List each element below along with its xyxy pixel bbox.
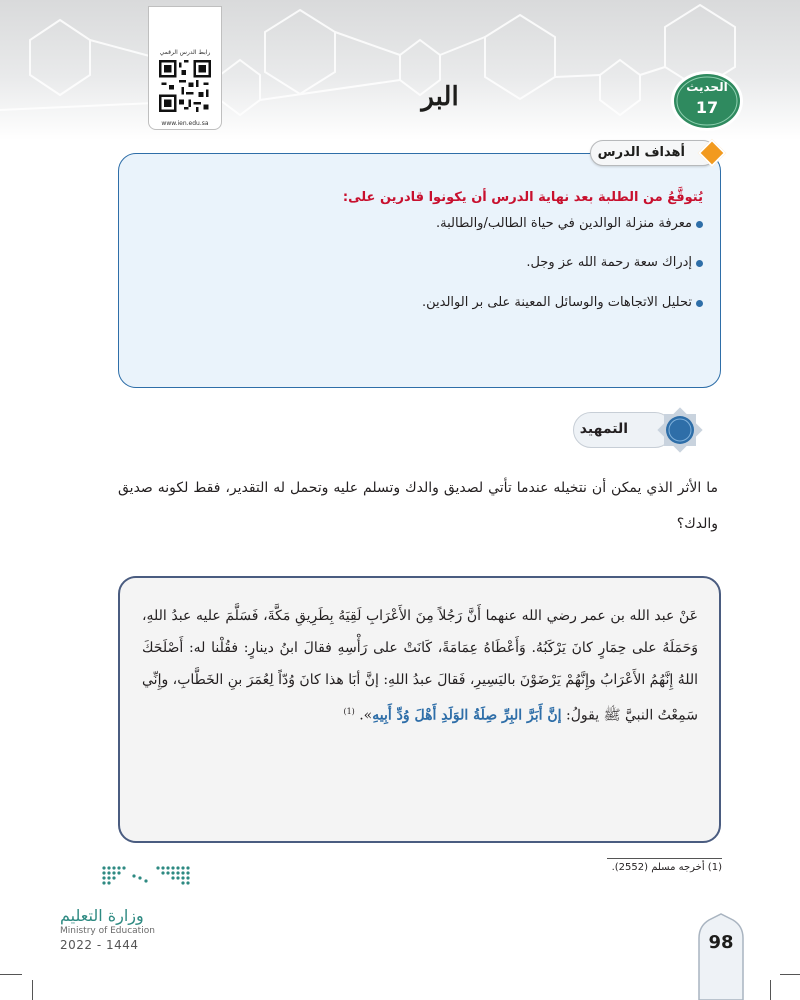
intro-heading: التمهيد [579, 421, 628, 437]
objective-item: تحليل الاتجاهات والوسائل المعينة على بر الوالدين. [422, 295, 703, 310]
objective-item: معرفة منزلة الوالدين في حياة الطالب/والطالبة. [422, 216, 703, 231]
crop-mark [0, 974, 22, 975]
ministry-logo-icon [100, 862, 192, 890]
hadith-number-badge [670, 70, 744, 132]
crop-mark [780, 974, 800, 975]
hadith-quote-close: ». [359, 707, 373, 724]
hadith-label: الحديث [686, 80, 728, 94]
intro-question: ما الأثر الذي يمكن أن نتخيله عندما تأتي لصديق والدك وتسلم عليه وتحمل له التقدير، فقط لكونه صديق والدك؟ [118, 480, 718, 532]
hadith-quote: إنَّ أَبَرَّ البِرِّ صِلَةُ الوَلَدِ أَهْلَ وُدِّ أَبِيهِ [372, 707, 562, 724]
qr-code-icon[interactable] [159, 60, 211, 112]
qr-code-panel[interactable] [148, 6, 222, 130]
page-number: 98 [708, 932, 734, 953]
lesson-title: البر [421, 82, 459, 112]
footnote: (1) أخرجه مسلم (2552). [611, 862, 722, 873]
footnote-ref[interactable]: (1) [343, 707, 355, 716]
hadith-number: 17 [695, 98, 719, 117]
crop-mark [32, 980, 33, 1000]
star-ornament-icon [654, 404, 706, 456]
ministry-year: 2022 - 1444 [60, 938, 139, 952]
objectives-list [422, 216, 703, 334]
objectives-intro: يُتوقَّعُ من الطلبة بعد نهاية الدرس أن يكونوا قادرين على: [342, 190, 703, 205]
qr-caption: رابط الدرس الرقمي [159, 49, 211, 56]
page-number-tab [697, 912, 745, 1000]
ministry-name-english: Ministry of Education [60, 926, 155, 936]
hadith-body: عَنْ عبد الله بن عمر رضي الله عنهما أَنَّ رَجُلاً مِنَ الأَعْرَابِ لَقِيَهُ بِطَرِيقِ مَكَّةَ، فَسَلَّمَ عليه عبدُ اللهِ، وَحَمَلَهُ على حِمَارٍ كانَ يَرْكَبُهُ. وَأَعْطَاهُ عِمَامَةً، كَانَتْ على رَأْسِهِ فقالَ ابنُ دينارٍ: فقُلْنا له: أَصْلَحَكَ اللهُ إِنَّهُمُ الأَعْرَابُ وإِنَّهُمْ يَرْضَوْنَ باليَسِيرِ، فَقالَ عبدُ اللهِ: إنَّ أبَا هذا كانَ وُدّاً لِعُمَرَ بنِ الخَطَّابِ، وإِنِّي سَمِعْتُ النبيَّ ﷺ يقولُ: [142, 608, 698, 724]
qr-url[interactable]: www.ien.edu.sa [161, 120, 209, 127]
footnote-divider [607, 858, 722, 859]
objective-item: إدراك سعة رحمة الله عز وجل. [422, 255, 703, 270]
ministry-name-arabic: وزارة التعليم [60, 906, 144, 925]
objectives-heading: أهداف الدرس [597, 145, 685, 160]
hadith-text [142, 600, 698, 732]
crop-mark [770, 980, 771, 1000]
